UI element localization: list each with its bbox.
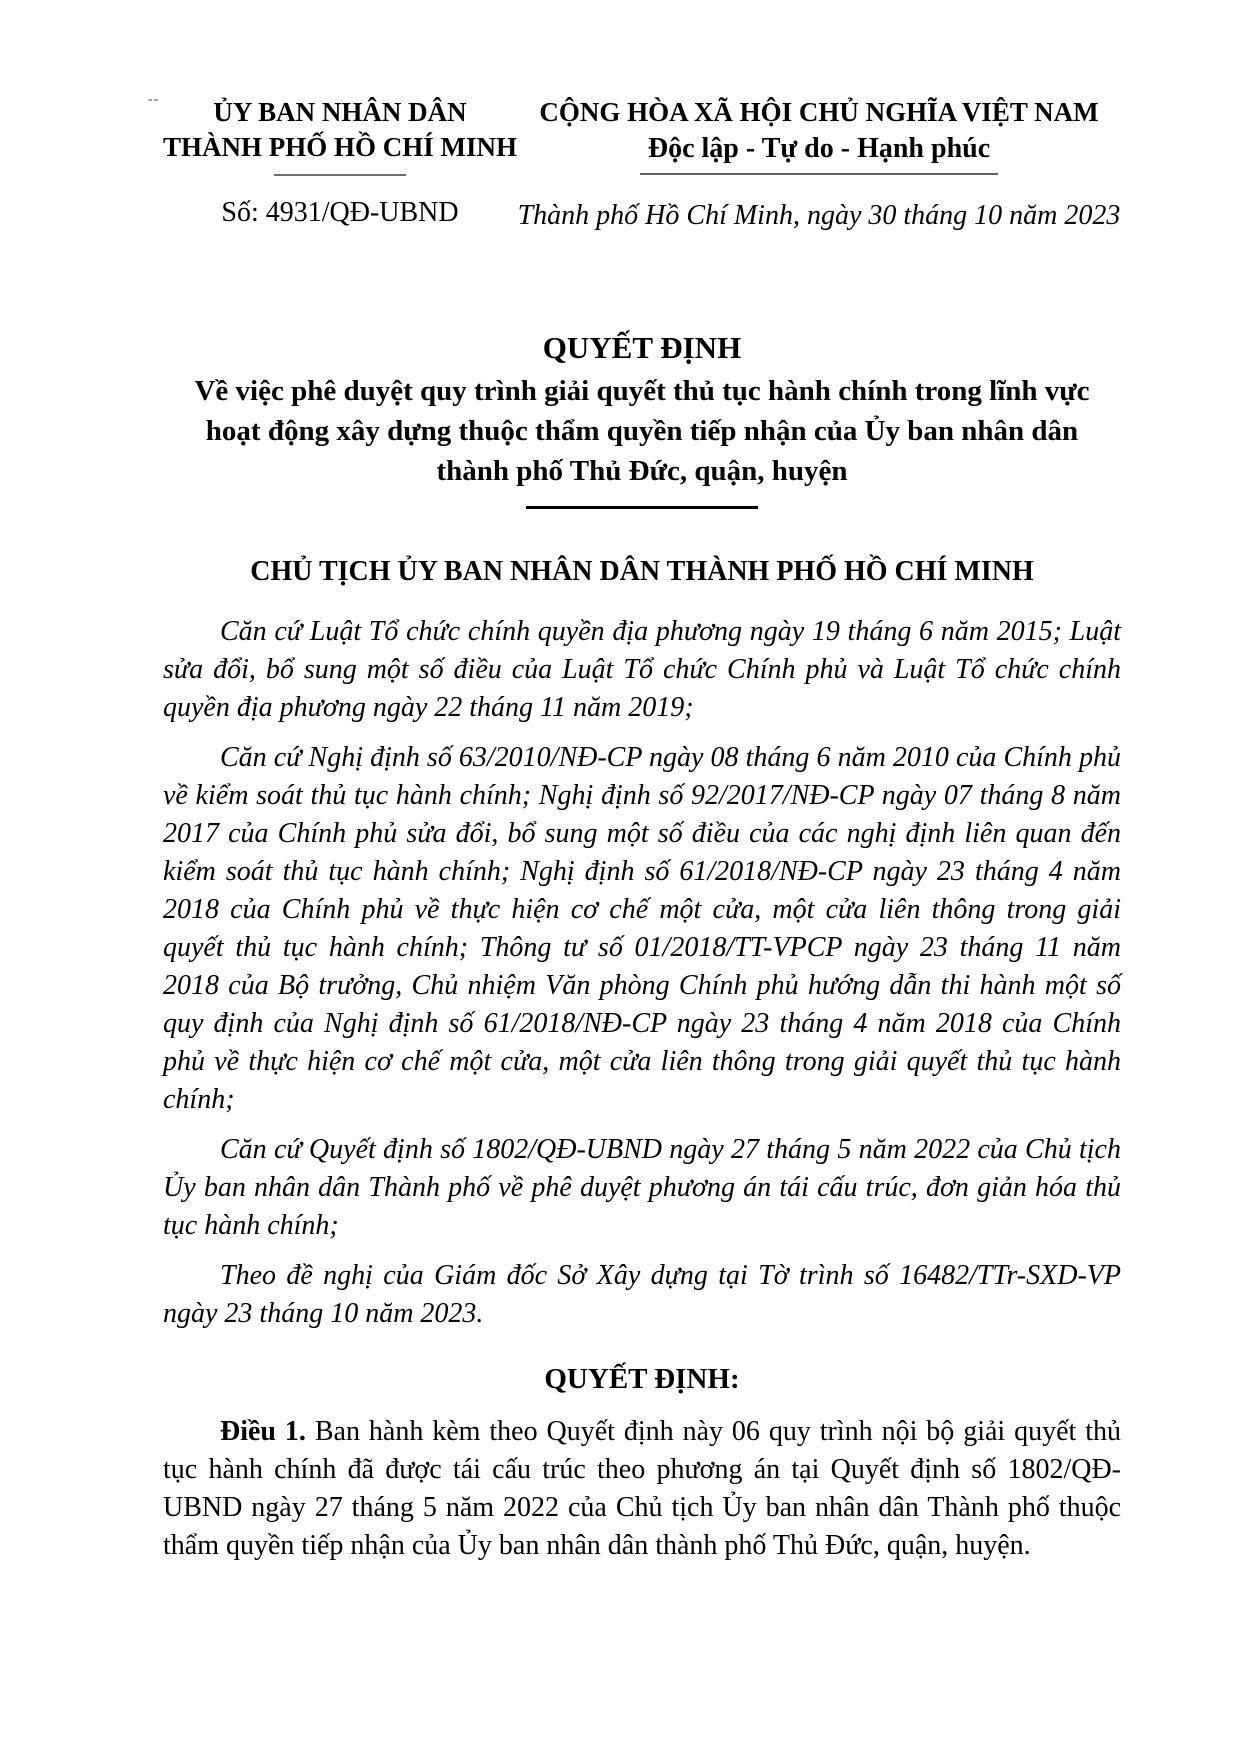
- issuer-heading: CHỦ TỊCH ỦY BAN NHÂN DÂN THÀNH PHỐ HỒ CHÍ MINH: [250, 556, 1034, 587]
- preamble-section: [163, 613, 1121, 1333]
- issuing-authority-block: [163, 95, 517, 229]
- title-separator-rule: [526, 506, 758, 509]
- decision-heading: QUYẾT ĐỊNH:: [544, 1363, 740, 1395]
- document-subject: Về việc phê duyệt quy trình giải quyết thủ tục hành chính trong lĩnh vực hoạt động xây dựng thuộc thẩm quyền tiếp nhận của Ủy ban nhân dân thành phố Thủ Đức, quận, huyện: [194, 375, 1090, 487]
- document-number: Số: 4931/QĐ-UBND: [221, 197, 459, 228]
- article-1-paragraph: [163, 1413, 1121, 1565]
- national-header-block: [517, 95, 1121, 232]
- place-date-line: Thành phố Hồ Chí Minh, ngày 30 tháng 10 năm 2023: [517, 200, 1121, 231]
- preamble-paragraph-legal-basis-2: Căn cứ Nghị định số 63/2010/NĐ-CP ngày 08 tháng 6 năm 2010 của Chính phủ về kiểm soát thủ tục hành chính; Nghị định số 92/2017/NĐ-CP ngày 07 tháng 8 năm 2017 của Chính phủ sửa đổi, bổ sung một số điều của các nghị định liên quan đến kiểm soát thủ tục hành chính; Nghị định số 61/2018/NĐ-CP ngày 23 tháng 4 năm 2018 của Chính phủ về thực hiện cơ chế một cửa, một cửa liên thông trong giải quyết thủ tục hành chính; Thông tư số 01/2018/TT-VPCP ngày 23 tháng 11 năm 2018 của Bộ trưởng, Chủ nhiệm Văn phòng Chính phủ hướng dẫn thi hành một số quy định của Nghị định số 61/2018/NĐ-CP ngày 23 tháng 4 năm 2018 của Chính phủ về thực hiện cơ chế một cửa, một cửa liên thông trong giải quyết thủ tục hành chính;: [163, 742, 1121, 1115]
- national-title: CỘNG HÒA XÃ HỘI CHỦ NGHĨA VIỆT NAM: [539, 97, 1099, 127]
- document-type-title: QUYẾT ĐỊNH: [542, 330, 742, 365]
- document-title-block: [163, 330, 1121, 509]
- article-1-label: Điều 1.: [220, 1416, 306, 1447]
- stray-pen-mark: --: [148, 92, 160, 107]
- authority-name-line2: THÀNH PHỐ HỒ CHÍ MINH: [163, 132, 518, 162]
- authority-underline-rule: [274, 174, 406, 176]
- authority-name-line1: ỦY BAN NHÂN DÂN: [213, 97, 467, 127]
- national-motto: Độc lập - Tự do - Hạnh phúc: [640, 131, 998, 175]
- preamble-paragraph-legal-basis-1: Căn cứ Luật Tổ chức chính quyền địa phương ngày 19 tháng 6 năm 2015; Luật sửa đổi, bổ sung một số điều của Luật Tổ chức Chính phủ và Luật Tổ chức chính quyền địa phương ngày 22 tháng 11 năm 2019;: [163, 616, 1121, 723]
- article-1-text: Ban hành kèm theo Quyết định này 06 quy trình nội bộ giải quyết thủ tục hành chính đã được tái cấu trúc theo phương án tại Quyết định số 1802/QĐ-UBND ngày 27 tháng 5 năm 2022 của Chủ tịch Ủy ban nhân dân Thành phố thuộc thẩm quyền tiếp nhận của Ủy ban nhân dân thành phố Thủ Đức, quận, huyện.: [163, 1416, 1122, 1561]
- national-motto-wrap: [517, 131, 1121, 175]
- document-header: [163, 95, 1121, 232]
- preamble-paragraph-proposal: Theo đề nghị của Giám đốc Sở Xây dựng tại Tờ trình số 16482/TTr-SXD-VP ngày 23 tháng 10 năm 2023.: [163, 1260, 1121, 1329]
- preamble-paragraph-legal-basis-3: Căn cứ Quyết định số 1802/QĐ-UBND ngày 27 tháng 5 năm 2022 của Chủ tịch Ủy ban nhân dân Thành phố về phê duyệt phương án tái cấu trúc, đơn giản hóa thủ tục hành chính;: [163, 1134, 1121, 1241]
